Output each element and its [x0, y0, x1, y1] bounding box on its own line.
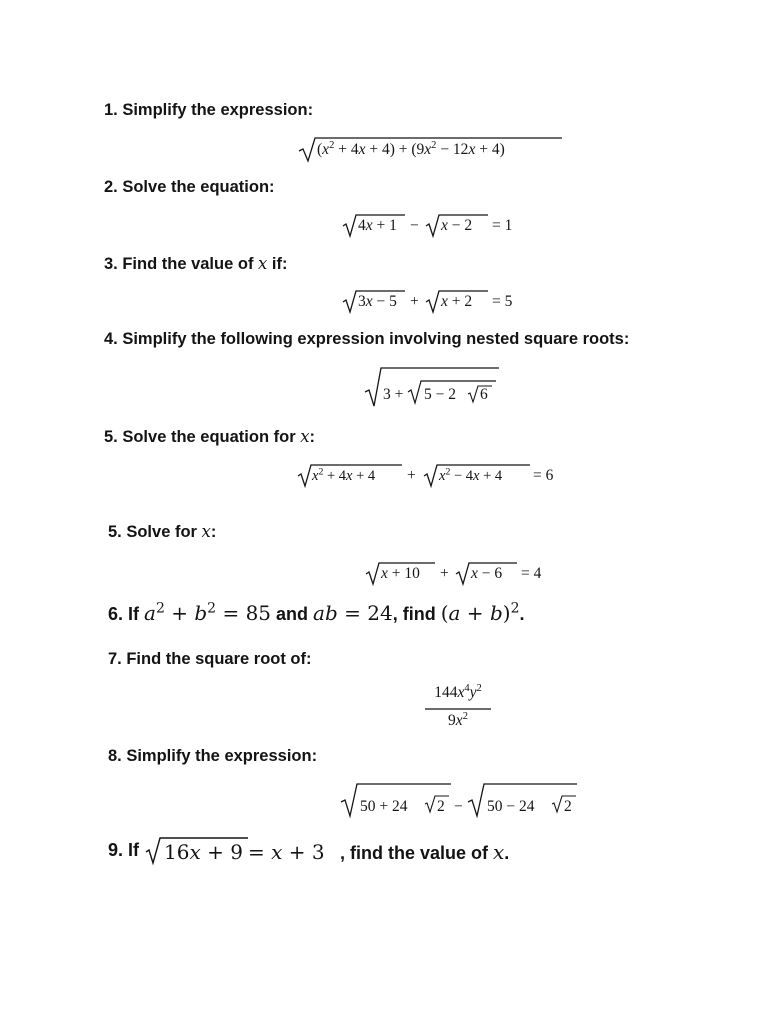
problem-5-equation: $x^2 + 4x + 4$ + $x^2 - 4x + 4$ = 6	[297, 462, 572, 490]
problem-7-fraction	[413, 684, 503, 734]
fraction-denominator: $9x^2$	[448, 711, 468, 729]
problem-5b-heading: 5. Solve for x:	[108, 522, 217, 541]
problem-4-heading: 4. Simplify the following expression involving nested square roots:	[104, 330, 630, 348]
problem-1-heading: 1. Simplify the expression:	[104, 101, 314, 119]
problem-1-expression: $(x^2 + 4x + 4) + (9x^2 - 12x + 4)$	[298, 136, 563, 164]
problem-8-heading: 8. Simplify the expression:	[108, 747, 318, 765]
problem-3-heading: 3. Find the value of x if:	[104, 254, 288, 273]
problem-5b-equation: x + 10 + x − 6 = 4	[365, 560, 555, 588]
problem-6-heading: 6. If $a^2 + b^2 = 85$ and ab = 24, find $(a + b)^2$.	[108, 600, 525, 625]
problem-4-expression: 3 + 5 − 2 6	[364, 366, 504, 410]
problem-2-heading: 2. Solve the equation:	[104, 178, 275, 196]
problem-8-expression: 50 + 24 2 − 50 − 24 2	[340, 782, 580, 822]
problem-2-equation: 4x + 1 − x − 2 = 1	[342, 212, 522, 240]
problem-7-heading: 7. Find the square root of:	[108, 650, 312, 668]
problem-5-heading: 5. Solve the equation for x:	[104, 427, 316, 446]
worksheet-page: 1. Simplify the expression: $(x^2 + 4x + 4) + (9x^2 - 12x + 4)$ 2. Solve the equation: 4x + 1 − x − 2 = 1 3. Find the value of x if: 3x − 5 + x + 2 = 5 4. Simplify the following expression involving nested square roots: 3 + 5 − 2 6 5. Solve the equation for x: $x^2 + 4x + 4$ + $x^2 - 4x + 4$ = 6 5. Solve for x: x + 10 + x − 6 = 4 6. If $a^2 + b^2 = 85$ and ab = 24, find $(a + b)^2$. 7. Find the square root of: $144x^4y^2$ $9x^2$ 8. Simplify the expression: 50 + 24 2 − 50 − 24 2 9. If 16x + 9 = x + 3 , find the value of x.	[104, 101, 630, 864]
fraction-numerator: $144x^4y^2$	[434, 683, 482, 701]
problem-3-equation: 3x − 5 + x + 2 = 5	[342, 288, 522, 316]
